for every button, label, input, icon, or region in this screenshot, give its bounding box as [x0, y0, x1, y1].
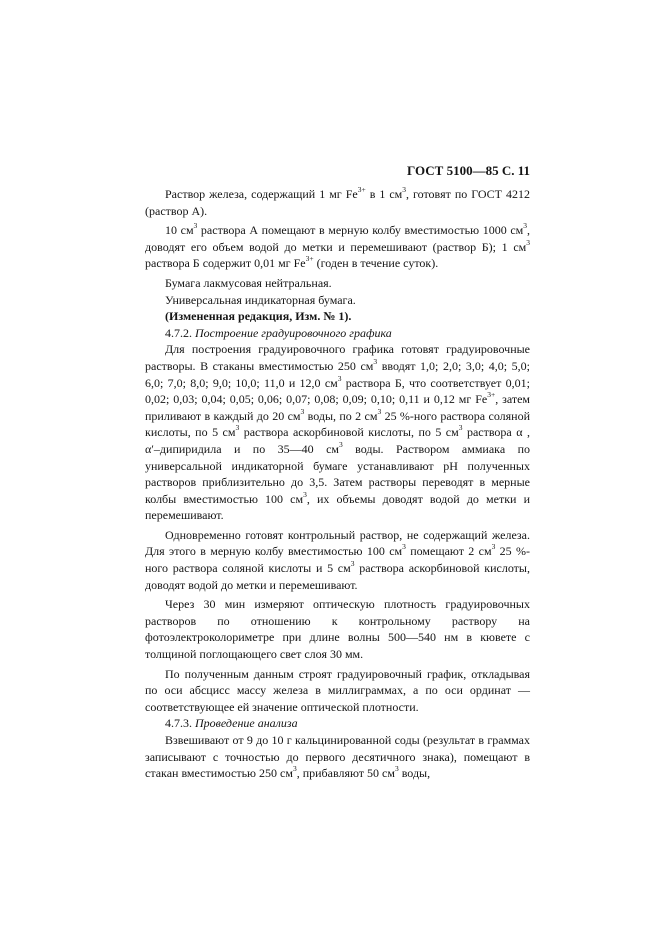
- paragraph-control-solution: Одновременно готовят контрольный раствор, не содержащий железа. Для этого в мерную колбу вместимостью 100 $см^3$ помещают 2 $см^3$ 25 %-ного раствора соляной кислоты и 5 $см^3$ раствора аскорбиновой кислоты, доводят водой до метки и перемешивают.: [145, 527, 530, 592]
- paragraph-litmus-paper: Бумага лакмусовая нейтральная.: [165, 275, 332, 290]
- paragraph-solution-b: 10 $см^3$ раствора А помещают в мерную колбу вместимостью 1000 $см^3$, доводят его объем водой до метки и перемешивают (раствор Б); 1 $см^3$ раствора Б содержит 0,01 мг $Fe^{3+}$ (годен в течение суток).: [145, 221, 530, 271]
- paragraph-calibration-solutions: Для построения градуировочного графика готовят градуировочные растворы. В стаканы вместимостью 250 $см^3$ вводят 1,0; 2,0; 3,0; 4,0; 5,0; 6,0; 7,0; 8,0; 9,0; 10,0; 11,0 и 12,0 $см^3$ раствора Б, что соответствует 0,01; 0,02; 0,03; 0,04; 0,05; 0,06; 0,07; 0,08; 0,09; 0,10; 0,11 и 0,12 мг $Fe^{3+}$, затем приливают в каждый до 20 $см^3$ воды, по 2 $см^3$ 25 %-ного раствора соляной кислоты, по 5 $см^3$ раствора аскорбиновой кислоты, по 5 $см^3$ раствора α , α′–дипиридила и по 35—40 $см^3$ воды. Раствором аммиака по универсальной индикаторной бумаге устанавливают pH полученных растворов приблизительно до 3,5. Затем растворы переводят в мерные колбы вместимостью 100 $см^3$, их объемы доводят водой до метки и перемешивают.: [145, 342, 531, 523]
- paragraph-analysis-procedure: Взвешивают от 9 до 10 г кальцинированной соды (результат в граммах записывают с точностью до первого десятичного знака), помещают в стакан вместимостью 250 $см^3$, прибавляют 50 $см^3$ воды,: [145, 733, 530, 781]
- paragraph-indicator-paper: Универсальная индикаторная бумага.: [165, 292, 356, 307]
- paragraph-calibration-graph: По полученным данным строят градуировочный график, откладывая по оси абсцисс массу железа в миллиграммах, а по оси ординат — соответствующее ей значение оптической плотности.: [145, 666, 530, 714]
- section-heading-4-7-2: 4.7.2. Построение градуировочного графика: [165, 325, 392, 340]
- section-heading-4-7-3: 4.7.3. Проведение анализа: [165, 716, 298, 731]
- document-body: [145, 186, 530, 785]
- paragraph-iron-solution-a: Раствор железа, содержащий 1 мг $Fe^{3+}$ в 1 $см^3$, готовят по ГОСТ 4212 (раствор А).: [145, 185, 530, 218]
- paragraph-revision-note: (Измененная редакция, Изм. № 1).: [165, 309, 352, 324]
- page-header: ГОСТ 5100—85 С. 11: [407, 163, 530, 178]
- paragraph-optical-density: Через 30 мин измеряют оптическую плотность градуировочных растворов по отношению к контрольному раствору на фотоэлектроколориметре при длине волны 500—540 нм в кювете с толщиной поглощающего свет слоя 30 мм.: [145, 597, 530, 662]
